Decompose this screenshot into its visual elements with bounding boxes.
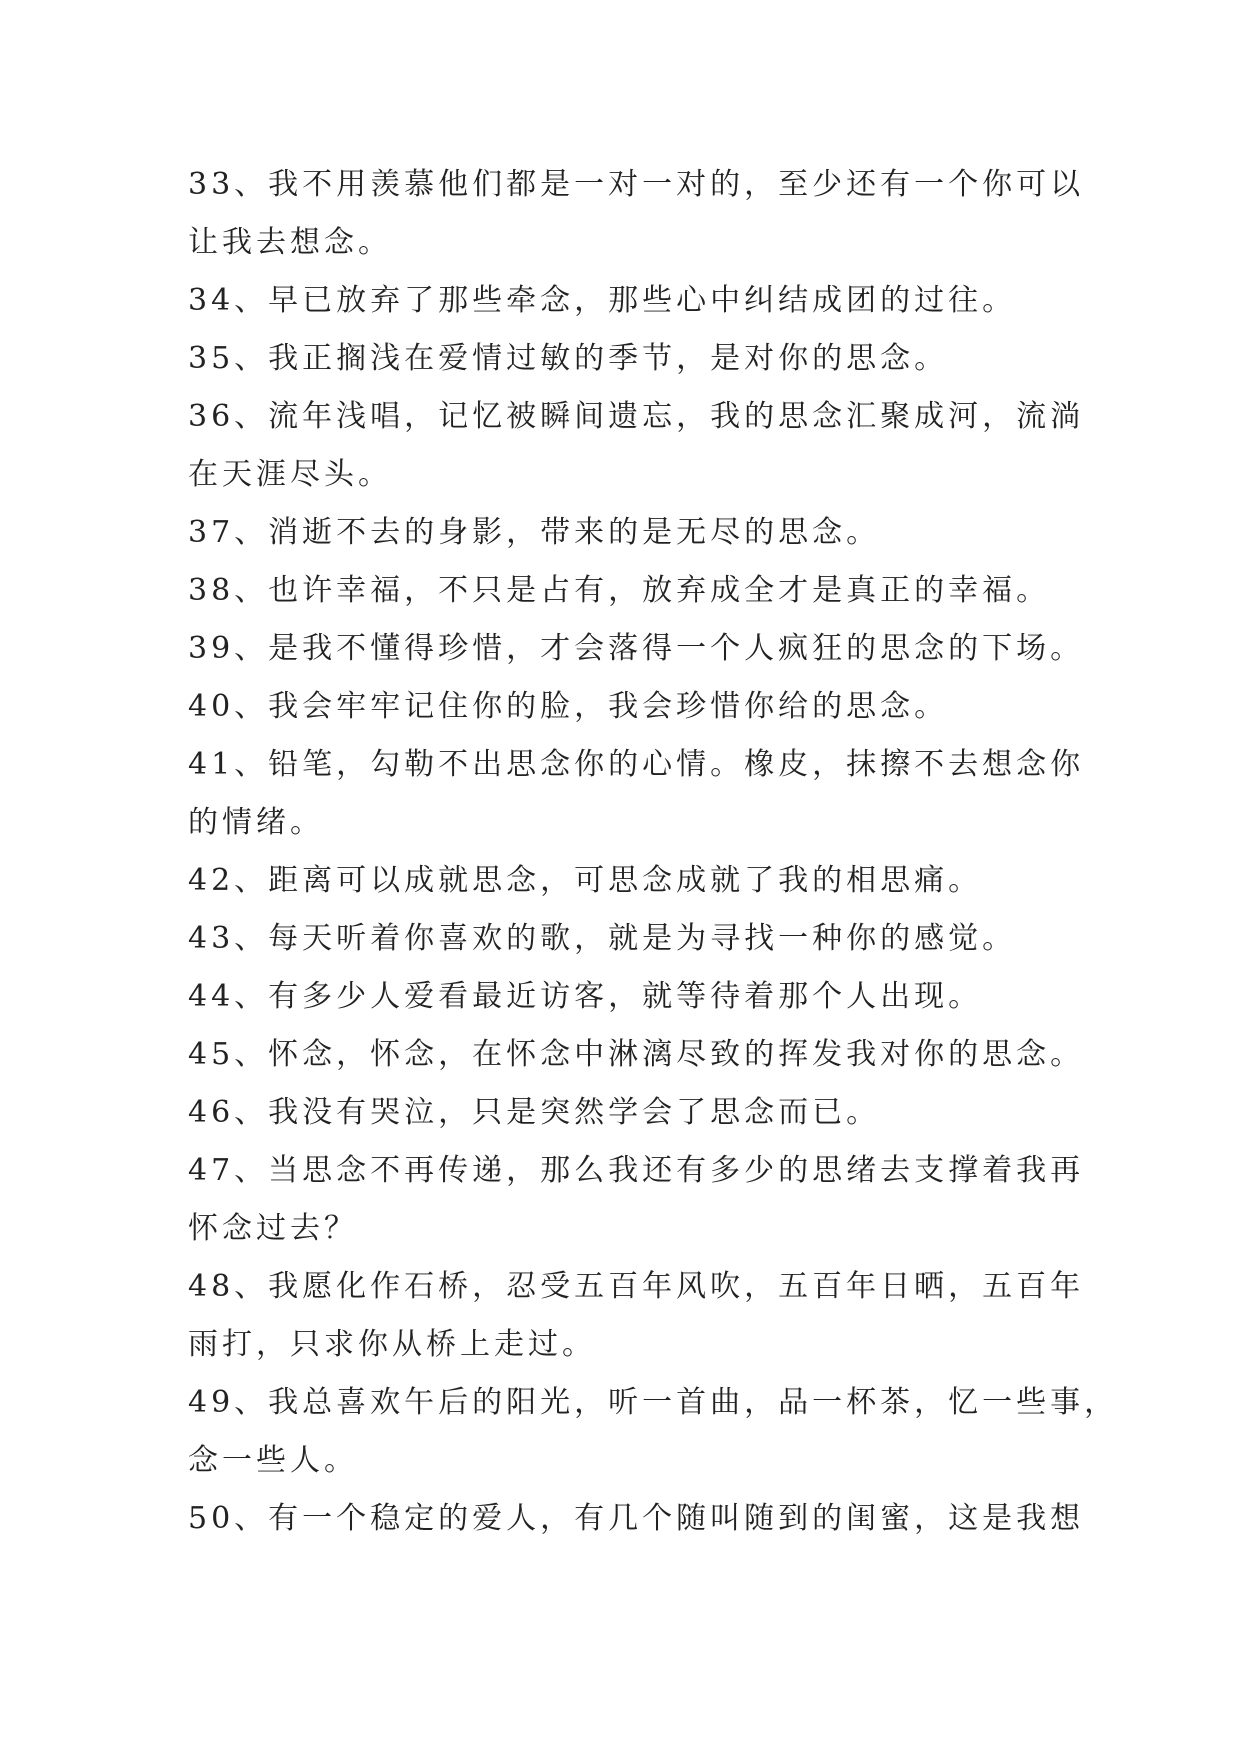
document-body (188, 156, 1119, 1548)
text-line: 38、也许幸福，不只是占有，放弃成全才是真正的幸福。 (188, 573, 1051, 608)
text-line: 50、有一个稳定的爱人，有几个随叫随到的闺蜜，这是我想 (188, 1501, 1085, 1536)
text-line: 在天涯尽头。 (188, 457, 392, 492)
text-line: 怀念过去？ (188, 1211, 358, 1246)
text-line: 47、当思念不再传递，那么我还有多少的思绪去支撑着我再 (188, 1153, 1085, 1188)
text-line: 的情绪。 (188, 805, 324, 840)
text-line: 34、早已放弃了那些牵念，那些心中纠结成团的过往。 (188, 283, 1017, 318)
text-line: 雨打，只求你从桥上走过。 (188, 1327, 596, 1362)
text-line: 念一些人。 (188, 1443, 358, 1478)
text-line: 40、我会牢牢记住你的脸，我会珍惜你给的思念。 (188, 689, 949, 724)
text-line: 49、我总喜欢午后的阳光，听一首曲，品一杯茶，忆一些事， (188, 1385, 1119, 1420)
text-line: 46、我没有哭泣，只是突然学会了思念而已。 (188, 1095, 881, 1130)
text-line: 43、每天听着你喜欢的歌，就是为寻找一种你的感觉。 (188, 921, 1017, 956)
text-line: 36、流年浅唱，记忆被瞬间遗忘，我的思念汇聚成河，流淌 (188, 399, 1085, 434)
text-line: 39、是我不懂得珍惜，才会落得一个人疯狂的思念的下场。 (188, 631, 1085, 666)
text-line: 41、铅笔，勾勒不出思念你的心情。橡皮，抹擦不去想念你 (188, 747, 1085, 782)
text-line: 35、我正搁浅在爱情过敏的季节，是对你的思念。 (188, 341, 949, 376)
text-line: 48、我愿化作石桥，忍受五百年风吹，五百年日晒，五百年 (188, 1269, 1085, 1304)
text-line: 42、距离可以成就思念，可思念成就了我的相思痛。 (188, 863, 983, 898)
text-line: 45、怀念，怀念，在怀念中淋漓尽致的挥发我对你的思念。 (188, 1037, 1085, 1072)
text-line: 44、有多少人爱看最近访客，就等待着那个人出现。 (188, 979, 983, 1014)
text-line: 让我去想念。 (188, 225, 392, 260)
text-line: 33、我不用羡慕他们都是一对一对的，至少还有一个你可以 (188, 167, 1085, 202)
text-line: 37、消逝不去的身影，带来的是无尽的思念。 (188, 515, 881, 550)
